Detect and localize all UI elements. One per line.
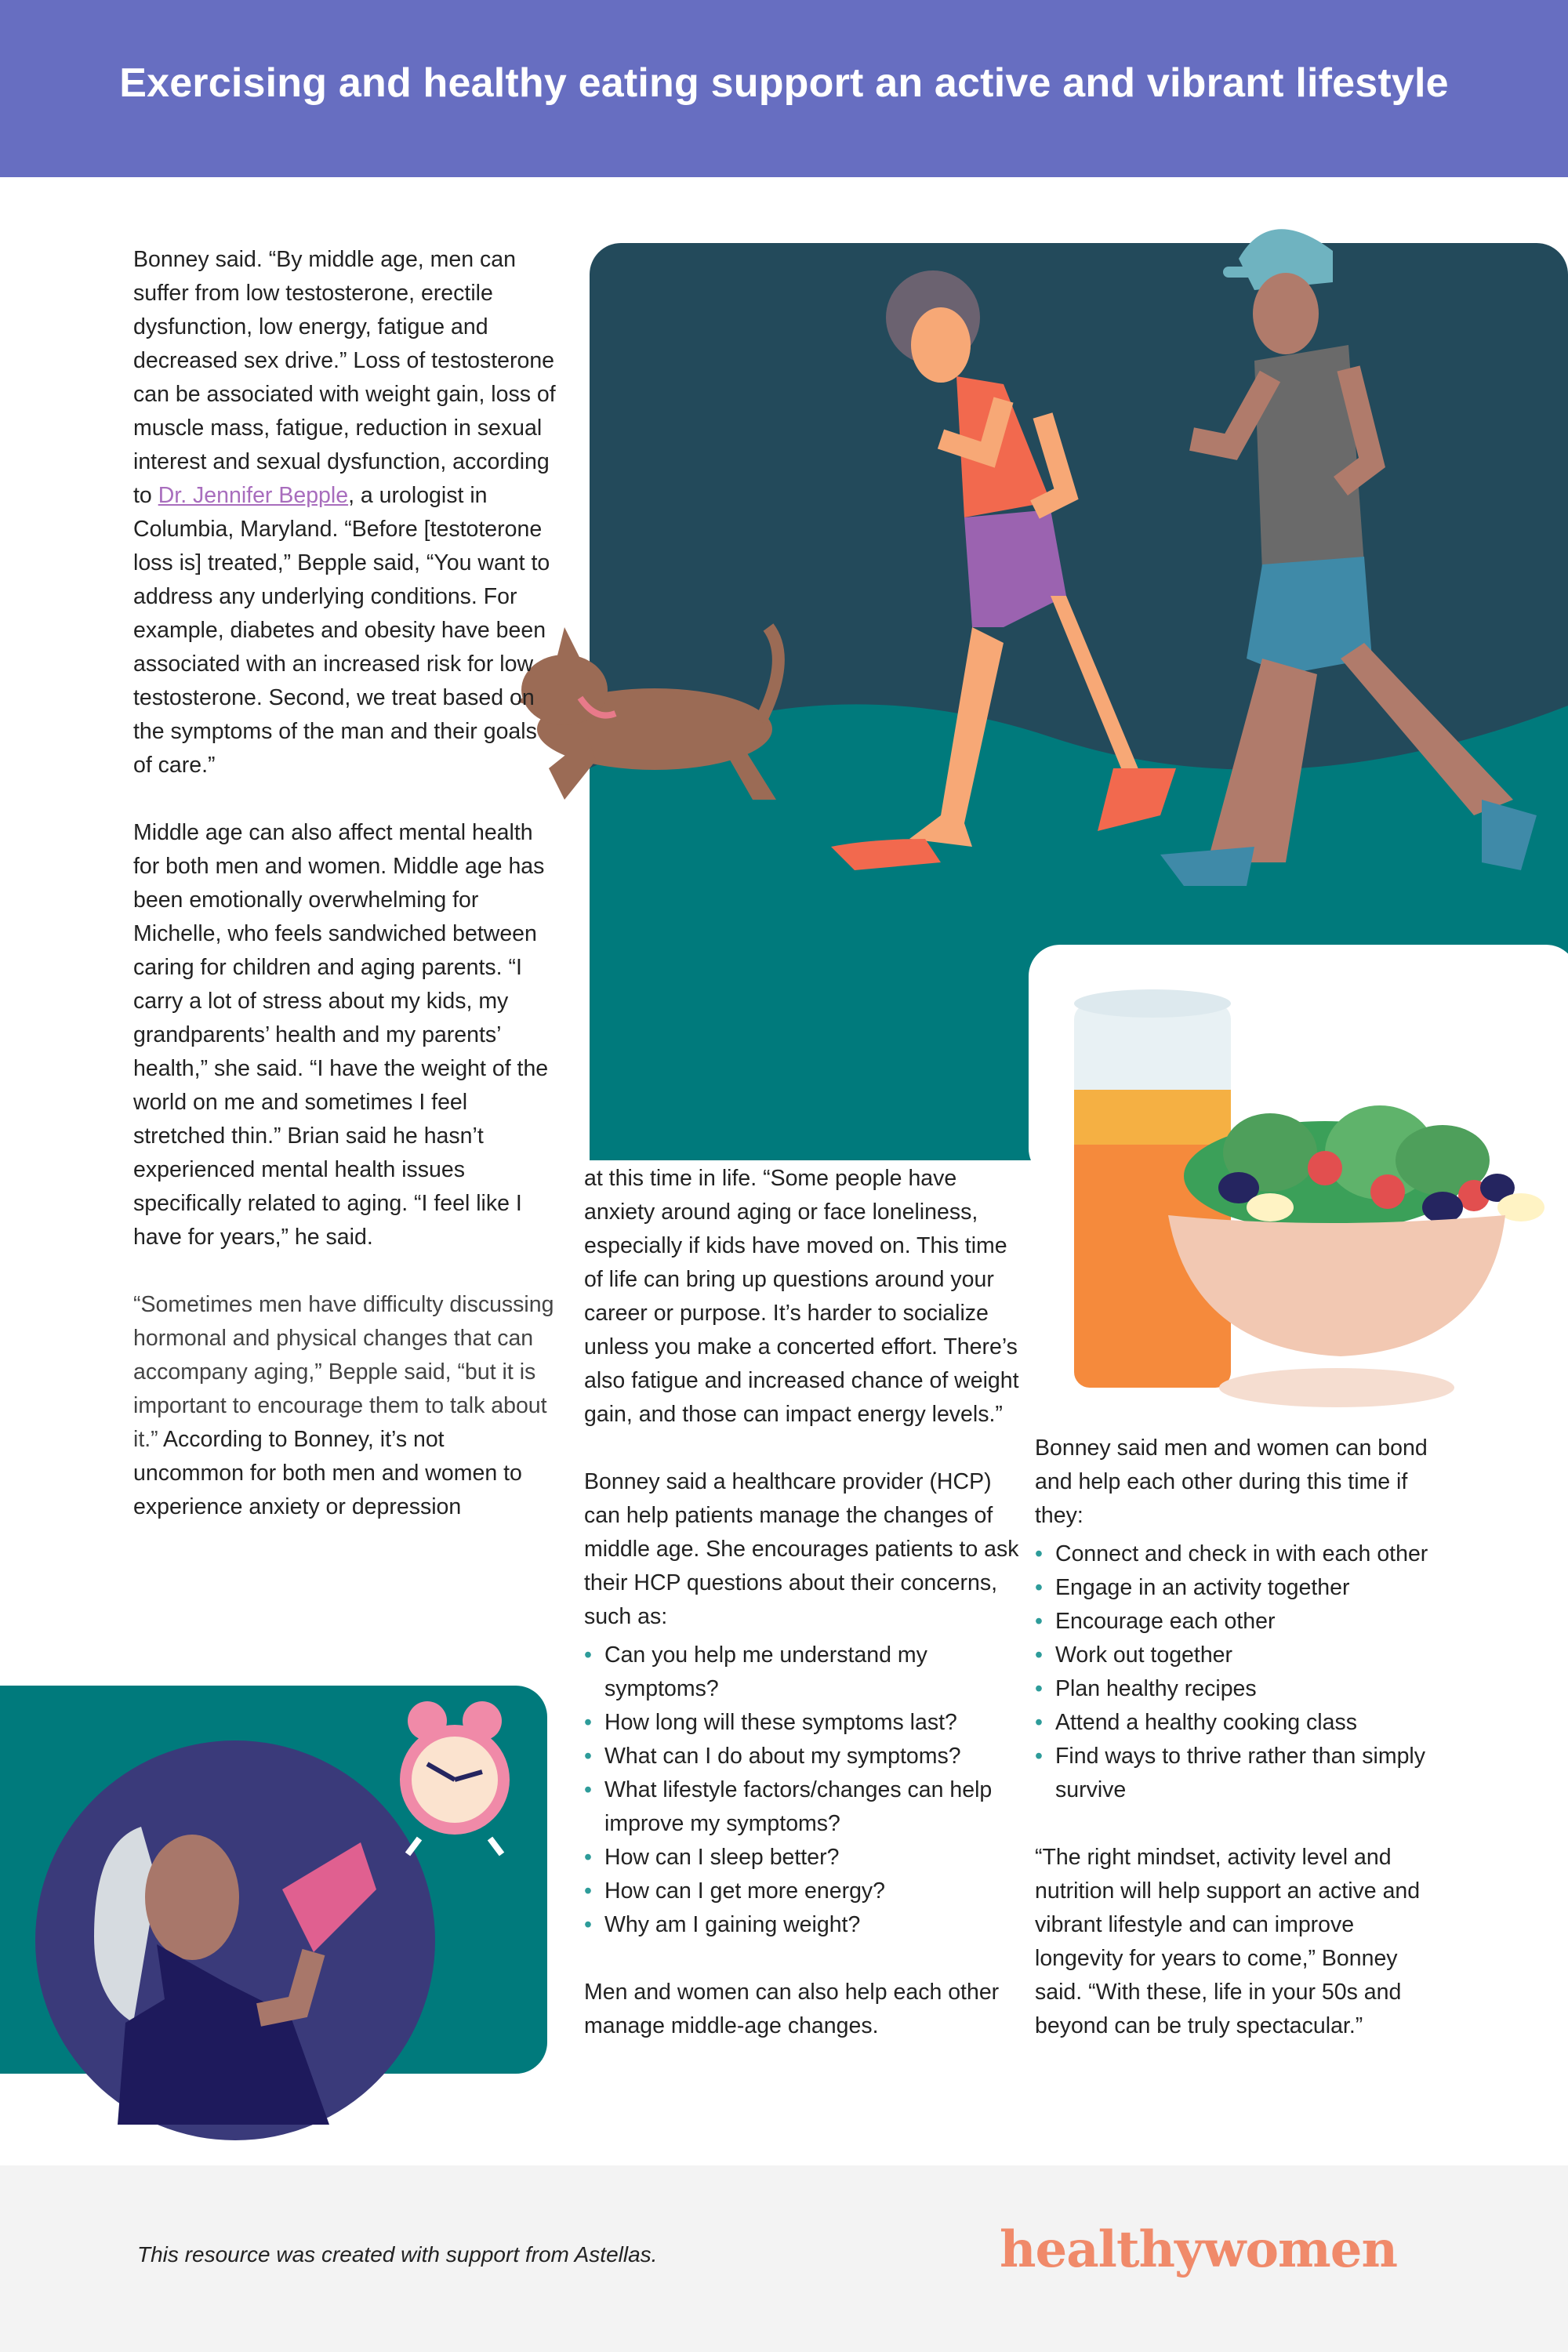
- text-span: Bonney said. “By middle age, men can suffer from low testosterone, erectile dysfunction, low energy, fatigue and decreased sex drive.” Loss of testosterone can be associated with weight gain, loss of muscle mass, fatigue, reduction in sexual interest and sexual dysfunction, according to: [133, 247, 556, 508]
- column-right: [1035, 1432, 1443, 2043]
- text-span: , a urologist in Columbia, Maryland. “Before [testoterone loss is] treated,” Bepple said, “You want to address any underlying conditions. For example, diabetes and obesity have been associated with an increased risk for low testosterone. Second, we treat based on the symptoms of the man and their goals of care.”: [133, 483, 550, 778]
- list-item: • Work out together: [1035, 1639, 1443, 1672]
- paragraph-hcp: Bonney said a healthcare provider (HCP) can help patients manage the changes of middle age. She encourages patients to ask their HCP questions about their concerns, such as:: [584, 1469, 1019, 1629]
- column-left: [133, 243, 557, 1524]
- list-item: • How can I sleep better?: [584, 1841, 1019, 1875]
- list-item: • What can I do about my symptoms?: [584, 1740, 1019, 1773]
- hot-flash-illustration: [0, 1686, 549, 2140]
- page-header: [0, 0, 1568, 177]
- paragraph-help-each-other: Men and women can also help each other manage middle-age changes.: [584, 1980, 1000, 2038]
- list-item: • How can I get more energy?: [584, 1875, 1019, 1908]
- page-footer: [0, 2165, 1568, 2352]
- list-item: • Why am I gaining weight?: [584, 1908, 1019, 1942]
- quote-span: “Sometimes men have difficulty discussing hormonal and physical changes that can accompany aging,” Bepple said, “but it is important to encourage them to talk about it.”: [133, 1292, 554, 1452]
- text-span: According to Bonney, it’s not uncommon for both men and women to experience anxiety or depression: [133, 1427, 522, 1519]
- paragraph-anxiety: at this time in life. “Some people have anxiety around aging or face loneliness, especially if kids have moved on. This time of life can bring up questions around your career or purpose. It’s harder to socialize unless you make a concerted effort. There’s also fatigue and increased chance of weight gain, and those can impact energy levels.”: [584, 1166, 1019, 1427]
- list-item: • Plan healthy recipes: [1035, 1672, 1443, 1706]
- paragraph-mental-health: Middle age can also affect mental health for both men and women. Middle age has been emotionally overwhelming for Michelle, who feels sandwiched between caring for children and aging parents. “I carry a lot of stress about my kids, my grandparents’ health and my parents’ health,” she said. “I have the weight of the world on me and sometimes I feel stretched thin.” Brian said he hasn’t experienced mental health issues specifically related to aging. “I feel like I have for years,” he said.: [133, 820, 549, 1250]
- list-item: • Encourage each other: [1035, 1605, 1443, 1639]
- list-item: • Find ways to thrive rather than simply survive: [1035, 1740, 1443, 1807]
- sponsor-credit: This resource was created with support from Astellas.: [137, 2242, 658, 2267]
- page-title: Exercising and healthy eating support an active and vibrant lifestyle: [119, 60, 1449, 106]
- question-list: [584, 1639, 1019, 1942]
- paragraph-testosterone: [133, 243, 557, 782]
- paragraph-hormonal: [133, 1288, 557, 1524]
- paragraph-bond: Bonney said men and women can bond and help each other during this time if they:: [1035, 1436, 1428, 1528]
- healthywomen-logo[interactable]: healthywomen: [999, 2220, 1397, 2279]
- salad-juice-illustration: [1051, 972, 1544, 1427]
- column-middle: [584, 1162, 1019, 2043]
- dr-bepple-link[interactable]: Dr. Jennifer Bepple: [158, 483, 349, 508]
- list-item: • Can you help me understand my symptoms?: [584, 1639, 1019, 1706]
- list-item: • Attend a healthy cooking class: [1035, 1706, 1443, 1740]
- list-item: • Engage in an activity together: [1035, 1571, 1443, 1605]
- list-item: • Connect and check in with each other: [1035, 1537, 1443, 1571]
- list-item: • How long will these symptoms last?: [584, 1706, 1019, 1740]
- list-item: • What lifestyle factors/changes can help improve my symptoms?: [584, 1773, 1019, 1841]
- tips-list: [1035, 1537, 1443, 1807]
- paragraph-closing-quote: “The right mindset, activity level and nutrition will help support an active and vibrant lifestyle and can improve longevity for years to come,” Bonney said. “With these, life in your 50s and beyond can be truly spectacular.”: [1035, 1845, 1421, 2038]
